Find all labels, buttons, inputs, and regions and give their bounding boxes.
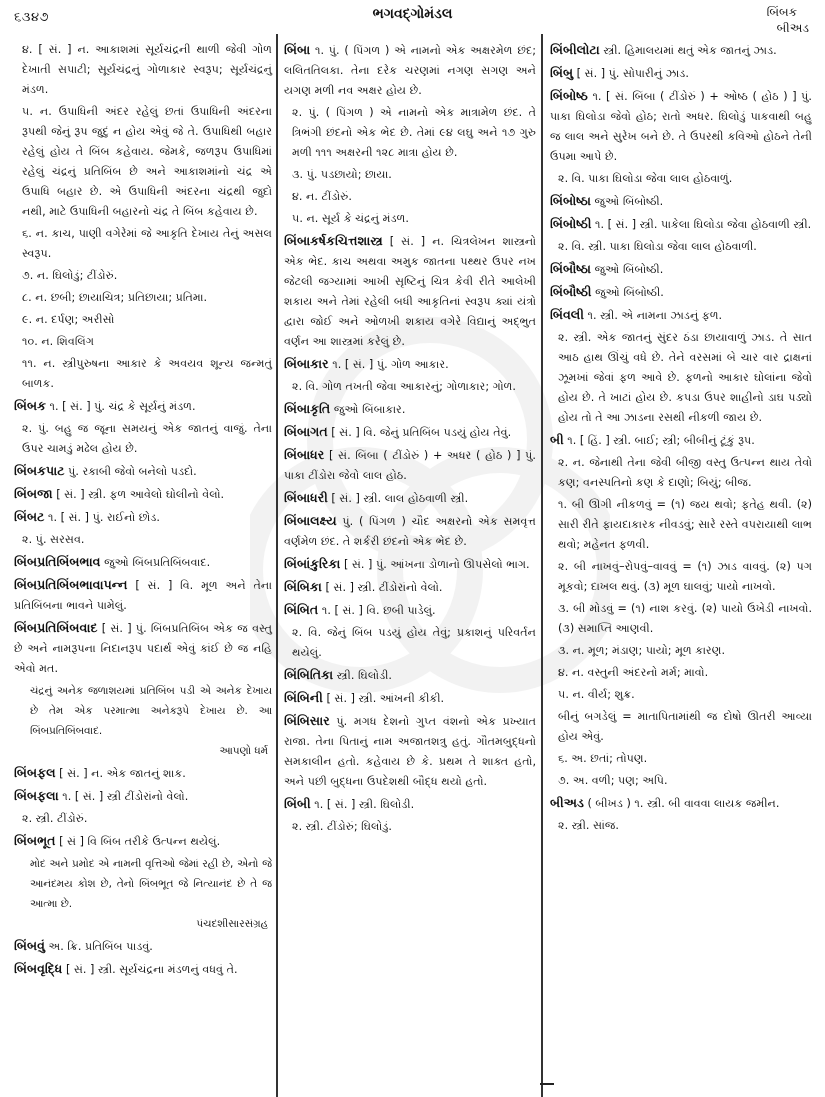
entry-definition: જુઓ બિંબપ્રતિબિંબવાદ. <box>104 556 211 569</box>
entry-headword: બિંબાધર <box>284 447 325 462</box>
entry-headword: બિંબિત <box>284 602 319 617</box>
entry-definition: ૧. સ્ત્રી. એ નામના ઝાડનું ફળ. <box>587 309 723 322</box>
entry-definition: ૧૦. ન. શિવલિંગ <box>22 335 95 348</box>
entry-definition: પું. ( પિંગળ ) ચૌદ અક્ષરનો એક સમવૃત્ત વર્ણમેળ છંદ. તે શર્કરી છંદનો એક ભેદ છે. <box>284 515 536 548</box>
entry-headword: બિંવલી <box>550 307 584 322</box>
entry-headword: બિંબિતિકા <box>284 667 334 682</box>
entry-headword: બિંબફલ <box>14 765 56 780</box>
dictionary-entry <box>550 282 812 303</box>
entry-sense <box>550 495 812 555</box>
entry-sense <box>14 354 272 394</box>
entry-headword: બિંબા <box>284 42 311 57</box>
dictionary-entry <box>284 511 536 552</box>
entry-definition: ૪. ન. વસ્તુની અંદરનો મર્મ; માવો. <box>558 666 709 679</box>
entry-sense <box>550 641 812 661</box>
entry-sense <box>14 288 272 308</box>
dictionary-entry <box>284 794 536 815</box>
entry-sense <box>284 817 536 837</box>
entry-sense <box>550 685 812 705</box>
entry-sense <box>14 419 272 459</box>
entry-sense <box>550 816 812 836</box>
entry-definition: ( બીખડ ) ૧. સ્ત્રી. બી વાવવા લાયક જમીન. <box>587 797 780 810</box>
entry-definition: [ સં. ] સ્ત્રી. આંખની કીકી. <box>326 692 445 705</box>
entry-headword: બિંબપ્રતિબિંબભાવ <box>14 554 101 569</box>
dictionary-entry <box>550 214 812 235</box>
entry-sense <box>14 681 272 761</box>
entry-headword: બિંબટ <box>14 509 45 524</box>
entry-sense <box>550 237 812 257</box>
entry-definition: ૬. ન. કાચ, પાણી વગેરેમાં જે આકૃતિ દેખાય તેનું અસલ સ્વરૂપ. <box>22 227 272 260</box>
dictionary-entry <box>14 396 272 417</box>
entry-headword: બિંબિની <box>284 690 323 705</box>
entry-definition: [ સં. ] પું. બિંબપ્રતિબિંબ એક જ વસ્તુ છે અને નામરૂપના નિદાનરૂપ પદાર્થ એવું કાંઈ છે જ નહિ એવો મત. <box>14 622 272 675</box>
dictionary-entry <box>550 305 812 326</box>
dictionary-entry <box>284 600 536 621</box>
dictionary-entry <box>14 831 272 852</box>
entry-definition: અ. ક્રિ. પ્રતિબિંબ પાડવું. <box>48 940 153 953</box>
dictionary-entry <box>284 488 536 509</box>
entry-definition: ૨. સ્ત્રી. એક જાતનું સુંદર ઠંડા છાયાવાળું ઝાડ. તે સાત આઠ હાથ ઊંચું વધે છે. તેને વરસમાં બે ચાર વાર દ્રાક્ષનાં ઝૂમખાં જેવાં ફળ આવે છે. ફળનો આકાર ઘોલાંના જેવો હોય છે. તે ખાટાં હોય છે. કપડા ઉપર શાહીનો ડાઘ પડ્યો હોય તો તે આ ઝાડના રસથી નીકળી જાય છે. <box>558 331 812 424</box>
entry-phrase: ૨. બી નાખવું–રોપવું–વાવવું = (૧) ઝાડ વાવવું. (૨) પગ મૂકવો; દાખલ થવું. (૩) મૂળ ઘાલવું; પાયો નાખવો. <box>558 560 812 593</box>
entry-headword: બિંબવૃદ્ધિ <box>14 961 63 976</box>
entry-definition: ૨. સ્ત્રી. ટીંડોરું. <box>22 812 88 825</box>
dictionary-entry <box>284 445 536 486</box>
entry-definition: ૧. [ સં. ] સ્ત્રી ટીંડોરાંનો વેલો. <box>62 790 189 803</box>
entry-definition: [ સં. ] સ્ત્રી. સૂર્યચંદ્રના મંડળનું વધવું તે. <box>65 963 238 976</box>
dictionary-entry <box>550 86 812 167</box>
dictionary-entry <box>14 484 272 505</box>
dictionary-entry <box>550 259 812 280</box>
dictionary-entry <box>284 231 536 352</box>
entry-headword: બિંબક <box>14 398 46 413</box>
entry-sense <box>550 453 812 493</box>
entry-definition: [ સં ] વિ બિંબ તરીકે ઉત્પન્ન થયેલું. <box>59 835 221 848</box>
entry-sense <box>14 332 272 352</box>
entry-definition: ૪. [ સં. ] ન. આકાશમાં સૂર્યચંદ્રની થાળી જેવી ગોળ દેખાતી સપાટી; સૂર્યચંદ્રનું ગોળાકાર સ્વરૂપ; સૂર્યચંદ્રનું મંડળ. <box>22 43 272 96</box>
entry-definition: [ સં. ] પું. આંખના ડોળાનો ઊપસેલો ભાગ. <box>343 558 530 571</box>
dictionary-entry <box>14 936 272 957</box>
entry-definition: [ સં. ] સ્ત્રી. લાલ હોઠવાળી સ્ત્રી. <box>331 492 469 505</box>
entry-definition: ૧. [ સં. બિંબા ( ટીંડોરું ) + ઓષ્ઠ ( હોઠ ) ] પું. પાકા ઘિલોડા જેવો હોઠ; રાતો અધર. ઘિલોડું પાકવાથી બહુ જ લાલ અને સુરેખ બને છે. તે ઉપરથી કવિઓ હોઠને તેની ઉપમા આપે છે. <box>550 90 812 163</box>
entry-sense <box>550 169 812 189</box>
entry-sense <box>284 377 536 397</box>
entry-sense <box>14 530 272 550</box>
entry-sense <box>14 40 272 100</box>
column-middle <box>284 40 536 1091</box>
entry-sense <box>550 328 812 428</box>
entry-sense <box>550 771 812 791</box>
column-divider <box>276 34 278 1097</box>
entry-definition: [ સં. ] સ્ત્રી. ટીંડોરાંનો વેલો. <box>325 581 443 594</box>
entry-headword: બિંબાગત <box>284 424 328 439</box>
entry-definition: જુઓ બિંબોષ્ઠી. <box>595 286 664 299</box>
entry-headword: બિંબવું <box>14 938 45 953</box>
entry-definition: ૨. પું. ( પિંગળ ) એ નામનો એક માત્રામેળ છંદ. તે ત્રિભંગી છંદનો એક ભેદ છે. તેમાં ૯૪ લઘુ અને ૧૭ ગુરુ મળી ૧૧૧ અક્ષરની ૧૨૮ માત્રા હોય છે. <box>292 106 536 159</box>
page-header <box>0 0 825 44</box>
entry-definition: [ સં. ] ન. એક જાતનું શાક. <box>59 767 186 780</box>
dictionary-entry <box>284 354 536 375</box>
quotation-source: પંચદશીસારસંગ્રહ <box>196 918 268 930</box>
entry-sense <box>550 663 812 683</box>
entry-sense <box>14 310 272 330</box>
entry-definition: ૨. ન. જેનાથી તેના જેવી બીજી વસ્તુ ઉત્પન્ન થાય તેવો કણ; વનસ્પતિનો કણ કે દાણો; બિયું; બીજ. <box>558 456 812 489</box>
entry-sense <box>550 707 812 747</box>
column-left <box>14 40 272 1091</box>
dictionary-entry <box>14 507 272 528</box>
entry-quotation: ચંદ્રનું અનેક જળાશયમાં પ્રતિબિંબ પડી એ અનેક દેખાય છે તેમ એક પરમાત્મા અનેકરૂપે દેખાય છે. આ બિંબપ્રતિબિંબવાદ. <box>30 685 272 737</box>
entry-sense <box>284 187 536 207</box>
entry-headword: બિંબાધરી <box>284 490 328 505</box>
dictionary-entry <box>284 399 536 420</box>
entry-definition: ૨. પું. બહુ જ જૂના સમયનું એક જાતનું વાજું. તેના ઉપર ચામડું મઢેલ હોય છે. <box>22 422 272 455</box>
entry-sense <box>284 209 536 229</box>
dictionary-entry <box>14 461 272 482</box>
entry-definition: [ સં. બિંબા ( ટીંડોરું ) + અધર ( હોઠ ) ] પું. પાકા ટીંડોરા જેવો લાલ હોઠ. <box>284 449 536 482</box>
entry-headword: બિંબાલક્ષ્ય <box>284 513 337 528</box>
entry-definition: જુઓ બિંબાકાર. <box>333 403 406 416</box>
entry-sense <box>14 809 272 829</box>
dictionary-entry <box>550 793 812 814</box>
entry-headword: બિંબીલોટા <box>550 42 600 57</box>
dictionary-entry <box>284 422 536 443</box>
entry-definition: સ્ત્રી. હિમાલયમાં થતું એક જાતનું ઝાડ. <box>603 44 777 57</box>
entry-definition: ૧. [ સં. ] પું. ચંદ્ર કે સૂર્યનું મંડળ. <box>49 400 196 413</box>
entry-definition: પું. મગધ દેશનો ગુપ્ત વંશનો એક પ્રખ્યાત રાજા. તેના પિતાનું નામ અજાતશત્રુ હતું. ગૌતમબુદ્ધનો સમકાલીન હતો. કહેવાય છે કે. પ્રથમ તે શાક્ત હતો, અને પછી બુદ્ધના ઉપદેશથી બૌદ્ધ થયો હતો. <box>284 715 536 788</box>
entry-definition: ૨. વિ. જેનું બિંબ પડયું હોય તેવું; પ્રકાશનું પરિવર્તન થયેલું. <box>292 626 536 659</box>
column-right <box>550 40 812 1091</box>
entry-headword: બિંબપ્રતિબિંબભાવાપન્ન <box>14 577 128 592</box>
entry-sense <box>550 557 812 597</box>
dictionary-entry <box>14 959 272 980</box>
entry-definition: ૩. પું. પડછાયો; છાયા. <box>292 168 392 181</box>
entry-headword: બિંબાકાર <box>284 356 329 371</box>
entry-sense <box>550 749 812 769</box>
entry-headword: બિંબપ્રતિબિંબવાદ <box>14 620 98 635</box>
entry-definition: ૫. ન. વીર્ય; શુક્ર. <box>558 688 635 701</box>
entry-definition: ૧. [ સં. ] પું. રાઈનો છોડ. <box>47 511 160 524</box>
entry-headword: બિંબભૂત <box>14 833 56 848</box>
entry-quotation: મોદ અને પ્રમોદ એ નામની વૃત્તિઓ જેમાં રહી છે, એનો જે આનંદમય કોશ છે, તેનો બિંબભૂત જે નિત્યાનંદ છે તે જ આત્મા છે. <box>30 858 272 910</box>
entry-definition: ૨. સ્ત્રી. સાંજ. <box>558 819 619 832</box>
dictionary-entry <box>14 575 272 616</box>
entry-headword: બીઅડ <box>550 795 584 810</box>
entry-sense <box>284 165 536 185</box>
entry-definition: ૧. પું. ( પિંગળ ) એ નામનો એક અક્ષરમેળ છંદ; લલિતતિલકા. તેના દરેક ચરણમાં નગણ સગણ અને યગણ મળી નવ અક્ષર હોય છે. <box>284 44 536 97</box>
entry-definition: ૫. ન. ઉપાધિની અંદર રહેલું છતાં ઉપાધિની અંદરના રૂપથી જેનું રૂપ જુદું ન હોય એવું જે તે. ઉપાધિથી બહાર રહેલું હોય તે બિંબ કહેવાય. જેમકે, જળરૂપ ઉપાધિમાં રહેલું ચંદ્રનું પ્રતિબિંબ છે અને આકાશમાંનો ચંદ્ર એ ઉપાધિ બહાર છે. એ ઉપાધિની અંદરના ચંદ્રથી જુદો નથી, માટે ઉપાધિની બહારનો ચંદ્ર તે બિંબ કહેવાય છે. <box>22 105 272 218</box>
entry-definition: ૨. વિ. સ્ત્રી. પાકા ઘિલોડા જેવા લાલ હોઠવાળી. <box>558 240 757 253</box>
dictionary-entry <box>550 63 812 84</box>
entry-definition: ૯. ન. દર્પણ; અરીસો <box>22 313 115 326</box>
entry-headword: બિંબી <box>284 796 311 811</box>
dictionary-entry <box>14 552 272 573</box>
entry-headword: બિંબિસાર <box>284 713 330 728</box>
entry-headword: બિંબોષ્ઠ <box>550 88 588 103</box>
entry-sense <box>550 599 812 639</box>
entry-definition: [ સં. ] સ્ત્રી. ફળ આવેલો ઘોલીનો વેલો. <box>56 488 225 501</box>
entry-definition: સ્ત્રી. ઘિલોડી. <box>336 669 392 682</box>
entry-headword: બિંબૌષ્ઠી <box>550 284 592 299</box>
entry-definition: ૧. [ સં. ] સ્ત્રી. પાકેલા ઘિલોડા જેવા હોઠવાળી સ્ત્રી. <box>595 218 812 231</box>
entry-definition: ૨. પું. સરસવ. <box>22 533 85 546</box>
page-number: ૬૩૪૭ <box>14 10 50 25</box>
entry-definition: [ સં. ] વિ. મૂળ અને તેના પ્રતિબિંબના ભાવને પામેલું. <box>14 579 272 612</box>
guide-word-last: બીઅડ <box>776 21 809 35</box>
entry-definition: [ સં. ] ન. ચિત્રલેખન શાસ્ત્રનો એક ભેદ. કાચ અથવા અમુક જાતના પથ્થર ઉપર નખ જેટલી જગ્યામાં આખી સૃષ્ટિનું ચિત્ર કેવી રીતે આલેખી શકાય અને તેમાં રહેલી બધી આકૃતિનાં સ્વરૂપ ક્યાં યંત્રો દ્વારા જોઈ અને ઓળખી શકાય વગેરે વિદ્યાનું અદ્ભુત વર્ણન આ શાસ્ત્રમાં કરેલું છે. <box>284 235 536 348</box>
entry-headword: બિંબૌષ્ઠા <box>550 261 592 276</box>
page-title: ભગવદ્ગોમંડલ <box>372 6 453 22</box>
entry-definition: ૪. ન. ટીંડોરું. <box>292 190 352 203</box>
entry-definition: જુઓ બિંબોષ્ઠી. <box>594 195 664 208</box>
entry-headword: બિંબોષ્ઠી <box>550 216 592 231</box>
entry-definition: ૧. [ હિં. ] સ્ત્રી. બાઈ; સ્ત્રી; બીબીનું ટૂંકું રૂપ. <box>567 434 755 447</box>
entry-definition: ૧. [ સં. ] સ્ત્રી. ઘિલોડી. <box>314 798 415 811</box>
quotation-source: આપણો ધર્મ <box>219 745 268 757</box>
entry-definition: પું. રકાબી જેવો બનેલો પડદો. <box>68 465 197 478</box>
dictionary-entry <box>284 554 536 575</box>
dictionary-entry <box>284 711 536 792</box>
entry-headword: બિંબકપાટ <box>14 463 65 478</box>
entry-sense <box>284 623 536 663</box>
entry-headword: બિંબાકૃતિ <box>284 401 331 416</box>
entry-definition: ૫. ન. સૂર્ય કે ચંદ્રનું મંડળ. <box>292 212 409 225</box>
dictionary-entry <box>284 40 536 101</box>
dictionary-entry <box>550 40 812 61</box>
guide-words <box>767 4 809 36</box>
entry-definition: ૧. [ સં. ] પું. ગોળ આકાર. <box>332 358 449 371</box>
dictionary-entry <box>284 688 536 709</box>
entry-headword: બી <box>550 432 564 447</box>
entry-headword: બિંબોષ્ઠા <box>550 193 591 208</box>
entry-definition: ૭. અ. વળી; પણ; અપિ. <box>558 774 668 787</box>
entry-headword: બિંબિકા <box>284 579 322 594</box>
entry-sense <box>284 103 536 163</box>
dictionary-entry <box>14 618 272 679</box>
entry-sense <box>14 224 272 264</box>
entry-definition: [ સં. ] વિ. જેનું પ્રતિબિંબ પડયું હોય તેવું. <box>331 426 512 439</box>
entry-definition: [ સં. ] પું. સોપારીનું ઝાડ. <box>576 67 689 80</box>
dictionary-entry <box>550 191 812 212</box>
guide-word-first: બિંબક <box>766 5 798 19</box>
column-divider <box>541 34 543 1097</box>
dictionary-entry <box>14 763 272 784</box>
entry-definition: જુઓ બિંબોષ્ઠી. <box>594 263 664 276</box>
entry-definition: ૬. અ. છતાં; તોપણ. <box>558 752 648 765</box>
entry-headword: બિંબાંકુરિકા <box>284 556 341 571</box>
dictionary-entry <box>284 577 536 598</box>
entry-phrase: ૧. બી ઊગી નીકળવું = (૧) જય થવો; ફતેહ થવી. (૨) સારી રીતે ફાયદાકારક નીવડવું; સારે રસ્તે વપરાયાથી લાભ થવો; મહેનત ફળવી. <box>558 498 812 551</box>
entry-definition: ૩. ન. મૂળ; મંડાણ; પાયો; મૂળ કારણ. <box>558 644 726 657</box>
entry-definition: ૨. વિ. પાકા ઘિલોડા જેવા લાલ હોઠવાળું. <box>558 172 733 185</box>
entry-definition: ૨. સ્ત્રી. ટીંડોરું; ઘિલોડું. <box>292 820 392 833</box>
entry-headword: બિંબજા <box>14 486 53 501</box>
dictionary-entry <box>14 786 272 807</box>
entry-definition: ૧૧. ન. સ્ત્રીપુરુષના આકાર કે અવયવ શૂન્ય જન્મતું બાળક. <box>22 357 272 390</box>
entry-definition: ૭. ન. ઘિલોડું; ટીંડોરું. <box>22 269 118 282</box>
entry-headword: બિંબફલા <box>14 788 59 803</box>
entry-headword: બિંબાકર્ષકચિત્તશાસ્ત્ર <box>284 233 383 248</box>
entry-definition: ૨. વિ. ગોળ તખતી જેવા આકારનું; ગોળાકાર; ગોળ. <box>292 380 516 393</box>
entry-sense <box>14 854 272 934</box>
entry-phrase: બીનું બગડેલું = માતાપિતામાંથી જ દોષો ઊતરી આવ્યા હોય એવું. <box>558 710 812 743</box>
entry-definition: ૮. ન. છબી; છાયાચિત્ર; પ્રતિછાયા; પ્રતિમા. <box>22 291 208 304</box>
entry-headword: બિંબુ <box>550 65 574 80</box>
dictionary-entry <box>284 665 536 686</box>
entry-sense <box>14 102 272 222</box>
dictionary-entry <box>550 430 812 451</box>
entry-sense <box>14 266 272 286</box>
entry-phrase: ૩. બી મોડવું = (૧) નાશ કરવું. (૨) પાયો ઉખેડી નાખવો. (૩) સમાપ્તિ આણવી. <box>558 602 812 635</box>
entry-definition: ૧. [ સં. ] વિ. છબી પાડેલું. <box>321 604 436 617</box>
